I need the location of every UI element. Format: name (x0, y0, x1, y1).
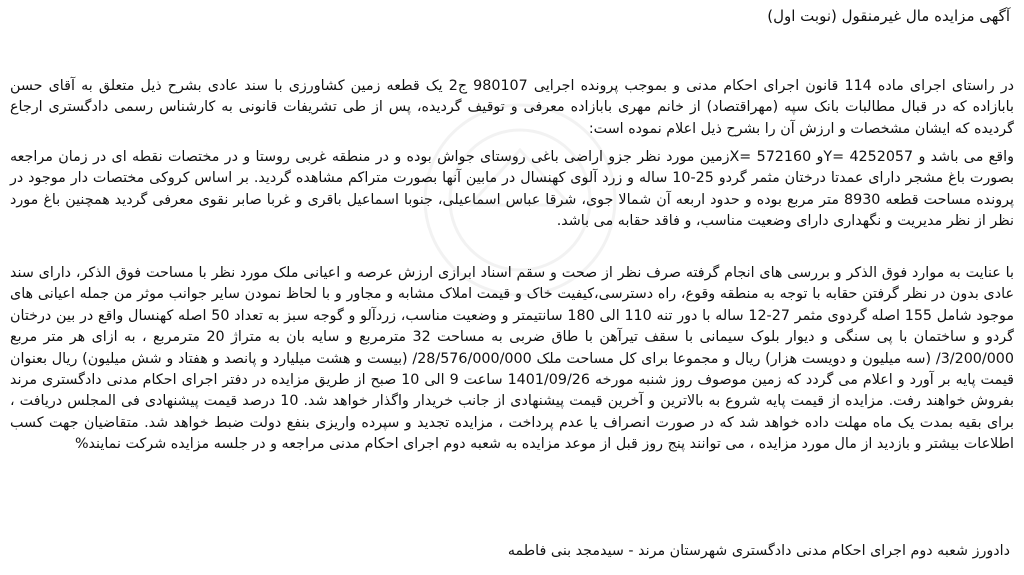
notice-paragraph-valuation-and-terms: با عنایت به موارد فوق الذکر و بررسی های انجام گرفته صرف نظر از صحت و سقم اسناد ابرازی ارزش عرصه و اعیانی ملک مورد نظر با مساحت فوق الذکر، دارای سند عادی بدون در نظر گرفتن حقابه با توجه به منطقه وقوع، راه دسترسی،کیفیت خاک و قیمت املاک مشابه و مجاور و با لحاظ نمودن سایر جوانب موثر من جمله اعیانی های موجود شامل 155 اصله گردوی مثمر 27-12 ساله با دور تنه 110 الی 180 سانتیمتر و وضعیت مناسب، زردآلو و گوجه سبز به تعداد 50 اصله کهنسال واقع در بین درختان گردو و ساختمان با پی سنگی و دیوار بلوک سیمانی با سقف تیرآهن با طاق ضربی به مساحت 32 مترمربع و سایه بان به متراژ 20 مترمربع ، به ازای هر متر مربع 3/200/000/ (سه میلیون و دویست هزار) ریال و مجموعا برای کل مساحت ملک 28/576/000/000/ (بیست و هشت میلیارد و پانصد و هفتاد و شش میلیون) ریال بعنوان قیمت پایه بر آورد و اعلام می گردد که زمین موصوف روز شنبه مورخه 1401/09/26 ساعت 9 الی 10 صبح از طریق مزایده در دفتر اجرای احکام مدنی دادگستری مرند بفروش خواهند رفت. مزایده از قیمت پایه شروع به بالاترین و آخرین قیمت پیشنهادی از جانب خریدار واگذار خواهد شد. 10 درصد قیمت پیشنهادی فی المجلس دریافت ، برای بقیه بمدت یک ماه مهلت داده خواهد شد که در صورت انصراف یا عدم پرداخت ، مزایده تجدید و سپرده واریزی بنفع دولت ضبط خواهد شد. متقاضیان جهت کسب اطلاعات بیشتر و بازدید از مال مورد مزایده ، می توانند پنج روز قبل از موعد مزایده به شعبه دوم اجرای احکام مدنی مراجعه و در جلسه مزایده شرکت نمایند% (10, 265, 1015, 453)
notice-signature: دادورز شعبه دوم اجرای احکام مدنی دادگستری شهرستان مرند - سیدمجد بنی فاطمه (507, 543, 1010, 559)
notice-title: آگهی مزایده مال غیرمنقول (نوبت اول) (767, 7, 1010, 25)
notice-paragraph-property-description: واقع می باشد و Y= 4252057و X= 572160زمین مورد نظر جزو اراضی باغی روستای جواش بوده و در منطقه غربی روستا و در مختصات نقطه ای در زمان مراجعه بصورت باغ مشجر دارای عمدتا درختان مثمر گردو 25-10 ساله و زرد آلوی کهنسال در مابین آنها بصورت متراکم مشاهده گردید. بر اساس کروکی مختصات دار موجود در پرونده مساحت قطعه 8930 متر مربع بوده و حدود اربعه آن شمالا جوی، شرقا عباس اسماعیلی، جنوبا اسماعیل باقری و غربا صابر نقوی معرفی گردید همچنین باغ مورد نظر از نظر مدیریت و نگهداری دارای وضعیت مناسب، و فاقد حقابه می باشد. (10, 149, 1015, 230)
notice-paragraph-intro: در راستای اجرای ماده 114 قانون اجرای احکام مدنی و بموجب پرونده اجرایی 980107 ج2 یک قطعه زمین کشاورزی با سند عادی بشرح ذیل متعلق به آقای حسن بابازاده که در قبال مطالبات بانک سپه (مهراقتصاد) از خانم مهری بابازاده معرفی و توقیف گردیده، پس از طی تشریفات قانونی به کارشناس رسمی دادگستری ارجاع گردیده که ایشان مشخصات و ارزش آن را بشرح ذیل اعلام نموده است: (10, 78, 1014, 137)
